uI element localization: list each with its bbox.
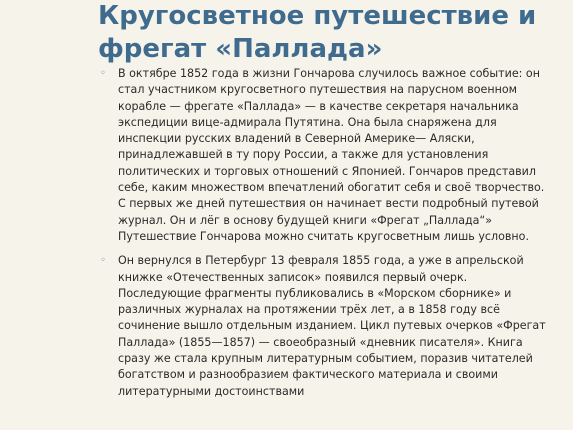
bullet-text-2: Он вернулся в Петербург 13 февраля 1855 года, а уже в апрельской книжке «Отечественных записок» появился первый очерк. Последующие фрагменты публиковались в «Морском сборнике» и различных журналах на протяжении трёх лет, а в 1858 году всё сочинение вышло отдельным изданием. Цикл путевых очерков «Фрегат Паллада» (1855—1857) — своеобразный «дневник писателя». Книга сразу же стала крупным литературным событием, поразив читателей богатством и разнообразием фактического материала и своими литературными достоинствами [118,254,546,398]
bullet-marker-icon: ◦ [100,68,106,79]
bullet-item-1 [100,66,550,245]
slide-title-line-1: Кругосветное путешествие и [98,1,537,31]
bullet-text-1: В октябре 1852 года в жизни Гончарова случилось важное событие: он стал участником кругосветного путешествия на парусном военном корабле — фрегате «Паллада» — в качестве секретаря начальника экспедиции вице-адмирала Путятина. Она была снаряжена для инспекции русских владений в Северной Америке— Аляски, принадлежавшей в ту пору России, а также для установления политических и торговых отношений с Японией. Гончаров представил себе, каким множеством впечатлений обогатит себя и своё творчество. С первых же дней путешествия он начинает вести подробный путевой журнал. Он и лёг в основу будущей книги «Фрегат „Паллада“» Путешествие Гончарова можно считать кругосветным лишь условно. [118,67,545,243]
slide-title-line-2: фрегат «Паллада» [98,34,383,64]
bullet-item-2 [100,253,550,400]
bullet-list [100,66,550,408]
slide-title [98,0,568,66]
bullet-marker-icon: ◦ [100,255,106,267]
